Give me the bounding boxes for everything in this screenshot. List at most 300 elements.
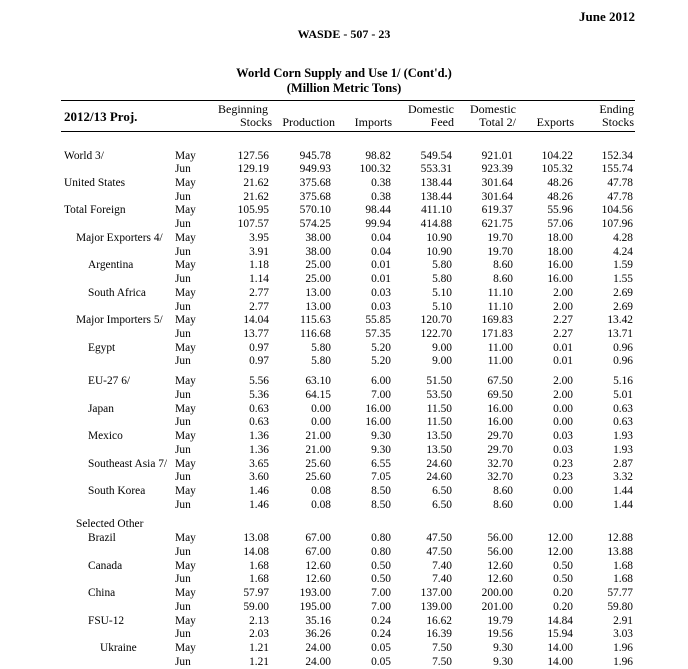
- cell-exports: 48.26: [547, 190, 573, 203]
- cell-domestic-total: 32.70: [487, 471, 513, 484]
- row-label: Argentina: [88, 259, 134, 272]
- row-label: United States: [64, 176, 126, 189]
- cell-domestic-total: 619.37: [481, 204, 513, 217]
- table-row: [0, 191, 688, 205]
- table-row: [0, 615, 688, 629]
- cell-ending-stocks: 1.68: [613, 559, 633, 572]
- table-row: [0, 273, 688, 287]
- cell-imports: 98.82: [365, 149, 391, 162]
- table-row: [0, 485, 688, 499]
- cell-exports: 12.00: [547, 545, 573, 558]
- cell-imports: 0.38: [371, 190, 391, 203]
- cell-domestic-total: 67.50: [487, 375, 513, 388]
- cell-exports: 0.20: [553, 587, 573, 600]
- feed-line-2: Feed: [430, 115, 454, 129]
- cell-beginning-stocks: 21.62: [243, 190, 269, 203]
- table-row: [0, 403, 688, 417]
- cell-ending-stocks: 1.96: [613, 642, 633, 655]
- row-month: Jun: [175, 327, 191, 340]
- cell-domestic-feed: 7.40: [432, 573, 452, 586]
- cell-beginning-stocks: 2.77: [249, 300, 269, 313]
- cell-domestic-total: 16.00: [487, 416, 513, 429]
- cell-imports: 0.24: [371, 628, 391, 641]
- cell-exports: 48.26: [547, 176, 573, 189]
- cell-imports: 98.44: [365, 204, 391, 217]
- cell-domestic-feed: 24.60: [426, 457, 452, 470]
- row-month: May: [175, 559, 196, 572]
- table-row: [0, 471, 688, 485]
- cell-domestic-total: 923.39: [481, 163, 513, 176]
- cell-beginning-stocks: 57.97: [243, 587, 269, 600]
- cell-production: 574.25: [299, 218, 331, 231]
- cell-beginning-stocks: 1.46: [249, 498, 269, 511]
- cell-domestic-feed: 7.40: [432, 559, 452, 572]
- cell-exports: 0.03: [553, 430, 573, 443]
- cell-domestic-feed: 549.54: [420, 149, 452, 162]
- cell-exports: 0.00: [553, 498, 573, 511]
- row-month: Jun: [175, 628, 191, 641]
- cell-ending-stocks: 104.56: [601, 204, 633, 217]
- cell-beginning-stocks: 0.63: [249, 402, 269, 415]
- cell-beginning-stocks: 0.97: [249, 341, 269, 354]
- cell-production: 945.78: [299, 149, 331, 162]
- row-month: May: [175, 231, 196, 244]
- cell-domestic-total: 19.56: [487, 628, 513, 641]
- row-month: Jun: [175, 273, 191, 286]
- table-row: [0, 328, 688, 342]
- row-month: May: [175, 149, 196, 162]
- cell-domestic-total: 12.60: [487, 559, 513, 572]
- cell-domestic-total: 16.00: [487, 402, 513, 415]
- cell-imports: 99.94: [365, 218, 391, 231]
- production-label: Production: [282, 115, 335, 129]
- cell-ending-stocks: 0.96: [613, 355, 633, 368]
- cell-domestic-feed: 13.50: [426, 430, 452, 443]
- cell-domestic-total: 9.30: [493, 642, 513, 655]
- row-month: May: [175, 614, 196, 627]
- cell-production: 12.60: [305, 573, 331, 586]
- row-label: Brazil: [88, 532, 116, 545]
- cell-imports: 0.38: [371, 176, 391, 189]
- projection-label: 2012/13 Proj.: [64, 109, 138, 124]
- cell-domestic-total: 11.00: [487, 355, 513, 368]
- cell-ending-stocks: 1.93: [613, 430, 633, 443]
- cell-ending-stocks: 1.44: [613, 485, 633, 498]
- cell-beginning-stocks: 127.56: [237, 149, 269, 162]
- cell-beginning-stocks: 2.77: [249, 286, 269, 299]
- cell-ending-stocks: 2.69: [613, 300, 633, 313]
- cell-imports: 9.30: [371, 443, 391, 456]
- cell-imports: 7.00: [371, 388, 391, 401]
- cell-beginning-stocks: 129.19: [237, 163, 269, 176]
- cell-domestic-feed: 137.00: [420, 587, 452, 600]
- cell-imports: 0.80: [371, 532, 391, 545]
- row-label: FSU-12: [88, 614, 125, 627]
- table-title: [0, 66, 688, 96]
- row-month: May: [175, 642, 196, 655]
- cell-ending-stocks: 1.93: [613, 443, 633, 456]
- cell-domestic-feed: 11.50: [426, 416, 452, 429]
- cell-production: 949.93: [299, 163, 331, 176]
- column-header-total: [462, 103, 516, 129]
- cell-imports: 0.05: [371, 642, 391, 655]
- cell-production: 5.80: [311, 355, 331, 368]
- cell-exports: 0.00: [553, 402, 573, 415]
- table-row: [0, 518, 688, 532]
- row-label: South Africa: [88, 286, 146, 299]
- cell-exports: 2.00: [553, 388, 573, 401]
- cell-domestic-total: 56.00: [487, 532, 513, 545]
- cell-exports: 0.23: [553, 457, 573, 470]
- cell-ending-stocks: 2.87: [613, 457, 633, 470]
- cell-beginning-stocks: 0.63: [249, 416, 269, 429]
- cell-domestic-feed: 53.50: [426, 388, 452, 401]
- cell-ending-stocks: 12.88: [607, 532, 633, 545]
- cell-imports: 7.05: [371, 471, 391, 484]
- cell-domestic-feed: 139.00: [420, 600, 452, 613]
- row-label: Major Exporters 4/: [76, 231, 163, 244]
- cell-beginning-stocks: 1.14: [249, 273, 269, 286]
- column-header-feed: [400, 103, 454, 129]
- row-month: Jun: [175, 416, 191, 429]
- header-rule: [61, 131, 635, 132]
- cell-imports: 6.00: [371, 375, 391, 388]
- cell-domestic-feed: 10.90: [426, 231, 452, 244]
- row-month: Jun: [175, 498, 191, 511]
- cell-domestic-total: 169.83: [481, 314, 513, 327]
- cell-production: 35.16: [305, 614, 331, 627]
- table-row: [0, 259, 688, 273]
- cell-production: 21.00: [305, 430, 331, 443]
- cell-ending-stocks: 0.63: [613, 402, 633, 415]
- cell-ending-stocks: 0.63: [613, 416, 633, 429]
- cell-production: 25.00: [305, 273, 331, 286]
- row-month: May: [175, 430, 196, 443]
- cell-imports: 0.50: [371, 573, 391, 586]
- cell-beginning-stocks: 3.65: [249, 457, 269, 470]
- cell-domestic-feed: 5.10: [432, 286, 452, 299]
- cell-production: 115.63: [300, 314, 331, 327]
- cell-beginning-stocks: 14.04: [243, 314, 269, 327]
- ending-line-2: Stocks: [601, 115, 634, 129]
- cell-domestic-total: 301.64: [481, 190, 513, 203]
- row-month: May: [175, 204, 196, 217]
- cell-imports: 0.24: [371, 614, 391, 627]
- cell-domestic-total: 200.00: [481, 587, 513, 600]
- imports-label: Imports: [354, 115, 392, 129]
- cell-domestic-feed: 553.31: [420, 163, 452, 176]
- table-row: [0, 546, 688, 560]
- row-month: Jun: [175, 218, 191, 231]
- cell-domestic-total: 11.10: [487, 286, 513, 299]
- row-month: Jun: [175, 655, 191, 668]
- row-month: May: [175, 286, 196, 299]
- cell-beginning-stocks: 5.56: [249, 375, 269, 388]
- cell-ending-stocks: 2.69: [613, 286, 633, 299]
- feed-line-1: Domestic: [408, 102, 454, 116]
- cell-exports: 2.00: [553, 375, 573, 388]
- cell-beginning-stocks: 3.91: [249, 245, 269, 258]
- cell-beginning-stocks: 105.95: [237, 204, 269, 217]
- cell-imports: 5.20: [371, 341, 391, 354]
- row-label: EU-27 6/: [88, 375, 131, 388]
- cell-beginning-stocks: 1.18: [249, 259, 269, 272]
- cell-production: 193.00: [299, 587, 331, 600]
- table-row: [0, 601, 688, 615]
- cell-production: 0.00: [311, 402, 331, 415]
- row-month: Jun: [175, 443, 191, 456]
- row-label: Ukraine: [100, 642, 137, 655]
- cell-exports: 12.00: [547, 532, 573, 545]
- cell-beginning-stocks: 1.36: [249, 443, 269, 456]
- exports-label: Exports: [536, 115, 574, 129]
- cell-production: 67.00: [305, 532, 331, 545]
- cell-exports: 0.00: [553, 416, 573, 429]
- cell-domestic-total: 19.79: [487, 614, 513, 627]
- top-rule: [61, 100, 635, 101]
- title-line-1: World Corn Supply and Use 1/ (Cont'd.): [236, 66, 452, 80]
- cell-production: 0.08: [311, 498, 331, 511]
- cell-production: 38.00: [305, 245, 331, 258]
- cell-production: 195.00: [299, 600, 331, 613]
- cell-domestic-feed: 9.00: [432, 355, 452, 368]
- row-month: Jun: [175, 600, 191, 613]
- cell-domestic-total: 621.75: [481, 218, 513, 231]
- cell-domestic-feed: 47.50: [426, 532, 452, 545]
- cell-imports: 16.00: [365, 416, 391, 429]
- row-month: May: [175, 457, 196, 470]
- row-label: South Korea: [88, 485, 146, 498]
- cell-exports: 0.00: [553, 485, 573, 498]
- column-header-imports: [346, 103, 392, 129]
- cell-beginning-stocks: 1.68: [249, 559, 269, 572]
- cell-beginning-stocks: 2.13: [249, 614, 269, 627]
- cell-production: 12.60: [305, 559, 331, 572]
- table-row: [0, 163, 688, 177]
- cell-imports: 0.05: [371, 655, 391, 668]
- cell-ending-stocks: 2.91: [613, 614, 633, 627]
- cell-domestic-total: 921.01: [481, 149, 513, 162]
- row-label: World 3/: [64, 149, 104, 162]
- total-line-2: Total 2/: [479, 115, 516, 129]
- row-month: May: [175, 402, 196, 415]
- row-month: May: [175, 485, 196, 498]
- cell-imports: 7.00: [371, 587, 391, 600]
- cell-exports: 2.27: [553, 314, 573, 327]
- cell-production: 13.00: [305, 286, 331, 299]
- title-line-2: (Million Metric Tons): [286, 81, 402, 95]
- cell-imports: 0.80: [371, 545, 391, 558]
- cell-beginning-stocks: 59.00: [243, 600, 269, 613]
- cell-production: 25.60: [305, 457, 331, 470]
- table-row: [0, 416, 688, 430]
- cell-imports: 8.50: [371, 485, 391, 498]
- cell-beginning-stocks: 1.21: [249, 642, 269, 655]
- cell-domestic-total: 29.70: [487, 430, 513, 443]
- cell-ending-stocks: 47.78: [607, 190, 633, 203]
- cell-beginning-stocks: 13.77: [243, 327, 269, 340]
- table-row: [0, 204, 688, 218]
- cell-exports: 0.01: [553, 341, 573, 354]
- cell-production: 25.60: [305, 471, 331, 484]
- report-date: June 2012: [579, 9, 635, 24]
- cell-domestic-total: 301.64: [481, 176, 513, 189]
- cell-domestic-feed: 47.50: [426, 545, 452, 558]
- table-row: [0, 499, 688, 513]
- cell-ending-stocks: 47.78: [607, 176, 633, 189]
- table-row: [0, 232, 688, 246]
- table-row: [0, 532, 688, 546]
- cell-domestic-feed: 6.50: [432, 485, 452, 498]
- column-header-exports: [528, 103, 574, 129]
- cell-imports: 57.35: [365, 327, 391, 340]
- cell-domestic-total: 8.60: [493, 485, 513, 498]
- table-row: [0, 573, 688, 587]
- cell-ending-stocks: 59.80: [607, 600, 633, 613]
- cell-ending-stocks: 13.71: [607, 327, 633, 340]
- cell-exports: 0.01: [553, 355, 573, 368]
- row-month: May: [175, 314, 196, 327]
- cell-production: 63.10: [305, 375, 331, 388]
- cell-domestic-total: 171.83: [481, 327, 513, 340]
- table-row: [0, 656, 688, 669]
- cell-exports: 0.50: [553, 559, 573, 572]
- cell-domestic-feed: 24.60: [426, 471, 452, 484]
- column-header-beginning: [218, 103, 272, 129]
- cell-domestic-feed: 120.70: [420, 314, 452, 327]
- row-month: Jun: [175, 163, 191, 176]
- cell-beginning-stocks: 1.46: [249, 485, 269, 498]
- cell-exports: 16.00: [547, 259, 573, 272]
- row-month: May: [175, 341, 196, 354]
- row-month: Jun: [175, 190, 191, 203]
- row-label: Total Foreign: [64, 204, 126, 217]
- cell-domestic-feed: 122.70: [420, 327, 452, 340]
- cell-domestic-total: 9.30: [493, 655, 513, 668]
- cell-production: 25.00: [305, 259, 331, 272]
- cell-ending-stocks: 1.44: [613, 498, 633, 511]
- row-month: Jun: [175, 355, 191, 368]
- cell-domestic-total: 8.60: [493, 273, 513, 286]
- ending-line-1: Ending: [599, 102, 634, 116]
- cell-ending-stocks: 4.28: [613, 231, 633, 244]
- cell-domestic-total: 19.70: [487, 231, 513, 244]
- cell-production: 116.68: [300, 327, 331, 340]
- cell-production: 21.00: [305, 443, 331, 456]
- cell-production: 0.08: [311, 485, 331, 498]
- row-label: Major Importers 5/: [76, 314, 163, 327]
- cell-ending-stocks: 5.01: [613, 388, 633, 401]
- cell-production: 570.10: [299, 204, 331, 217]
- row-month: Jun: [175, 245, 191, 258]
- cell-imports: 7.00: [371, 600, 391, 613]
- table-row: [0, 218, 688, 232]
- cell-ending-stocks: 152.34: [601, 149, 633, 162]
- table-row: [0, 375, 688, 389]
- table-row: [0, 150, 688, 164]
- table-row: [0, 389, 688, 403]
- cell-imports: 100.32: [359, 163, 391, 176]
- cell-imports: 16.00: [365, 402, 391, 415]
- cell-domestic-feed: 414.88: [420, 218, 452, 231]
- table-row: [0, 301, 688, 315]
- cell-exports: 0.03: [553, 443, 573, 456]
- cell-beginning-stocks: 2.03: [249, 628, 269, 641]
- cell-domestic-feed: 6.50: [432, 498, 452, 511]
- table-row: [0, 314, 688, 328]
- cell-production: 13.00: [305, 300, 331, 313]
- cell-domestic-total: 201.00: [481, 600, 513, 613]
- cell-ending-stocks: 1.55: [613, 273, 633, 286]
- cell-exports: 14.84: [547, 614, 573, 627]
- cell-exports: 2.27: [553, 327, 573, 340]
- cell-beginning-stocks: 5.36: [249, 388, 269, 401]
- cell-imports: 0.04: [371, 231, 391, 244]
- cell-production: 64.15: [305, 388, 331, 401]
- total-line-1: Domestic: [470, 102, 516, 116]
- cell-production: 0.00: [311, 416, 331, 429]
- cell-beginning-stocks: 21.62: [243, 176, 269, 189]
- cell-production: 375.68: [299, 176, 331, 189]
- cell-ending-stocks: 13.42: [607, 314, 633, 327]
- row-label: China: [88, 587, 116, 600]
- cell-domestic-feed: 9.00: [432, 341, 452, 354]
- cell-beginning-stocks: 1.21: [249, 655, 269, 668]
- table-row: [0, 430, 688, 444]
- cell-domestic-feed: 5.80: [432, 273, 452, 286]
- cell-imports: 9.30: [371, 430, 391, 443]
- row-month: Jun: [175, 471, 191, 484]
- row-month: Jun: [175, 573, 191, 586]
- cell-beginning-stocks: 3.60: [249, 471, 269, 484]
- cell-domestic-feed: 138.44: [420, 190, 452, 203]
- cell-production: 24.00: [305, 655, 331, 668]
- table-row: [0, 444, 688, 458]
- column-header-ending: [590, 103, 634, 129]
- cell-domestic-feed: 16.62: [426, 614, 452, 627]
- cell-imports: 0.03: [371, 286, 391, 299]
- cell-exports: 15.94: [547, 628, 573, 641]
- cell-production: 5.80: [311, 341, 331, 354]
- cell-ending-stocks: 1.59: [613, 259, 633, 272]
- table-row: [0, 342, 688, 356]
- cell-domestic-feed: 11.50: [426, 402, 452, 415]
- cell-domestic-feed: 411.10: [421, 204, 452, 217]
- cell-exports: 18.00: [547, 231, 573, 244]
- cell-imports: 6.55: [371, 457, 391, 470]
- cell-beginning-stocks: 0.97: [249, 355, 269, 368]
- cell-production: 24.00: [305, 642, 331, 655]
- cell-domestic-total: 69.50: [487, 388, 513, 401]
- cell-domestic-feed: 10.90: [426, 245, 452, 258]
- cell-imports: 55.85: [365, 314, 391, 327]
- cell-beginning-stocks: 107.57: [237, 218, 269, 231]
- table-row: [0, 587, 688, 601]
- cell-domestic-feed: 5.10: [432, 300, 452, 313]
- cell-imports: 5.20: [371, 355, 391, 368]
- cell-domestic-feed: 13.50: [426, 443, 452, 456]
- cell-exports: 105.32: [541, 163, 573, 176]
- report-number: WASDE - 507 - 23: [297, 27, 391, 41]
- cell-exports: 2.00: [553, 286, 573, 299]
- table-row: [0, 458, 688, 472]
- cell-domestic-total: 32.70: [487, 457, 513, 470]
- row-month: May: [175, 587, 196, 600]
- cell-exports: 0.23: [553, 471, 573, 484]
- cell-production: 67.00: [305, 545, 331, 558]
- column-header-production: [278, 103, 335, 129]
- cell-exports: 14.00: [547, 655, 573, 668]
